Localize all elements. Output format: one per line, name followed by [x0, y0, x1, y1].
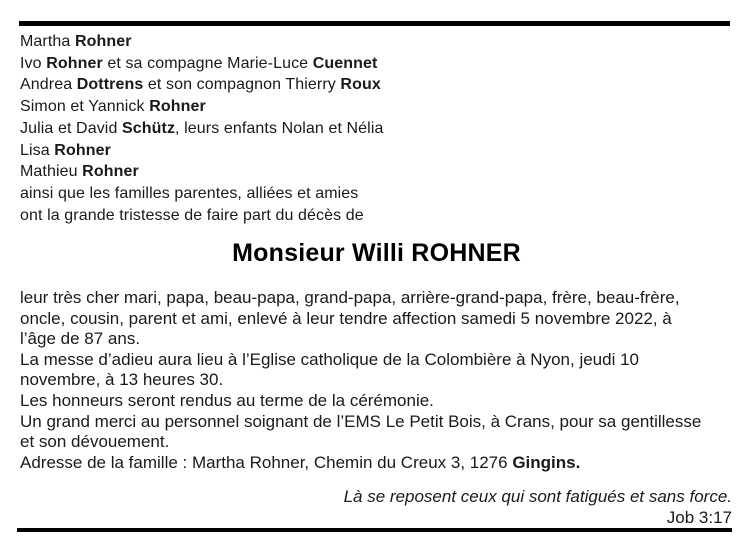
scripture-quote: Là se reposent ceux qui sont fatigués et sans force. [343, 487, 732, 506]
deceased-name-title: Monsieur Willi ROHNER [232, 239, 521, 267]
text-segment: Ivo [20, 54, 47, 72]
intro-line [20, 183, 735, 205]
text-segment: et sa compagne Marie-Luce [102, 54, 313, 72]
bold-text-segment: Dottrens [76, 76, 144, 94]
text-segment: Un grand merci au personnel soignant de l’EMS Le Petit Bois, à Crans, pour sa gentillesse [20, 411, 702, 431]
text-segment: et son dévouement. [20, 432, 170, 452]
text-segment: Martha [20, 33, 75, 50]
bold-text-segment: Roux [340, 76, 381, 94]
scripture-reference: Job 3:17 [666, 508, 732, 527]
text-segment: Simon et Yannick [20, 98, 150, 116]
text-segment: Les honneurs seront rendus au terme de la cérémonie. [20, 390, 434, 410]
body-line [20, 432, 735, 453]
bold-text-segment: Cuennet [312, 54, 378, 72]
text-segment: ainsi que les familles parentes, alliées et amies [20, 184, 359, 202]
text-segment: et son compagnon Thierry [143, 76, 341, 94]
family-line [20, 96, 735, 118]
body-line [20, 391, 735, 412]
body-line [20, 370, 735, 391]
bold-text-segment: Gingins. [512, 452, 581, 472]
body-line [20, 309, 735, 330]
body-line [20, 412, 735, 433]
family-line [20, 161, 735, 183]
scripture-block [20, 486, 732, 528]
family-line [20, 31, 735, 53]
top-divider [19, 21, 730, 26]
body-line [20, 350, 735, 371]
text-segment: La messe d’adieu aura lieu à l’Eglise catholique de la Colombière à Nyon, jeudi 10 [20, 349, 639, 369]
bold-text-segment: Schütz [122, 119, 176, 137]
bottom-divider [17, 528, 732, 532]
text-segment: Adresse de la famille : Martha Rohner, Chemin du Creux 3, 1276 [20, 452, 513, 472]
text-segment: Lisa [20, 141, 55, 159]
text-segment: , leurs enfants Nolan et Nélia [175, 119, 384, 137]
text-segment: leur très cher mari, papa, beau-papa, grand-papa, arrière-grand-papa, frère, beau-frère, [20, 288, 680, 307]
family-line [20, 140, 735, 162]
text-segment: Julia et David [20, 119, 122, 137]
announcement-body [20, 288, 735, 473]
family-line [20, 118, 735, 140]
text-segment: Andrea [20, 76, 77, 94]
text-segment: oncle, cousin, parent et ami, enlevé à leur tendre affection samedi 5 novembre 2022, à [20, 308, 672, 328]
bold-text-segment: Rohner [82, 163, 139, 181]
address-line [20, 453, 735, 474]
family-line [20, 53, 735, 75]
bold-text-segment: Rohner [46, 54, 103, 72]
bold-text-segment: Rohner [149, 98, 206, 116]
family-line [20, 74, 735, 96]
bold-text-segment: Rohner [54, 141, 111, 159]
body-line [20, 288, 735, 309]
text-segment: l’âge de 87 ans. [20, 329, 141, 349]
text-segment: Mathieu [20, 163, 83, 181]
intro-line [20, 205, 735, 227]
bold-text-segment: Rohner [74, 33, 132, 50]
family-list [20, 31, 735, 226]
text-segment: ont la grande tristesse de faire part du décès de [20, 206, 364, 224]
text-segment: novembre, à 13 heures 30. [20, 370, 224, 390]
body-line [20, 329, 735, 350]
